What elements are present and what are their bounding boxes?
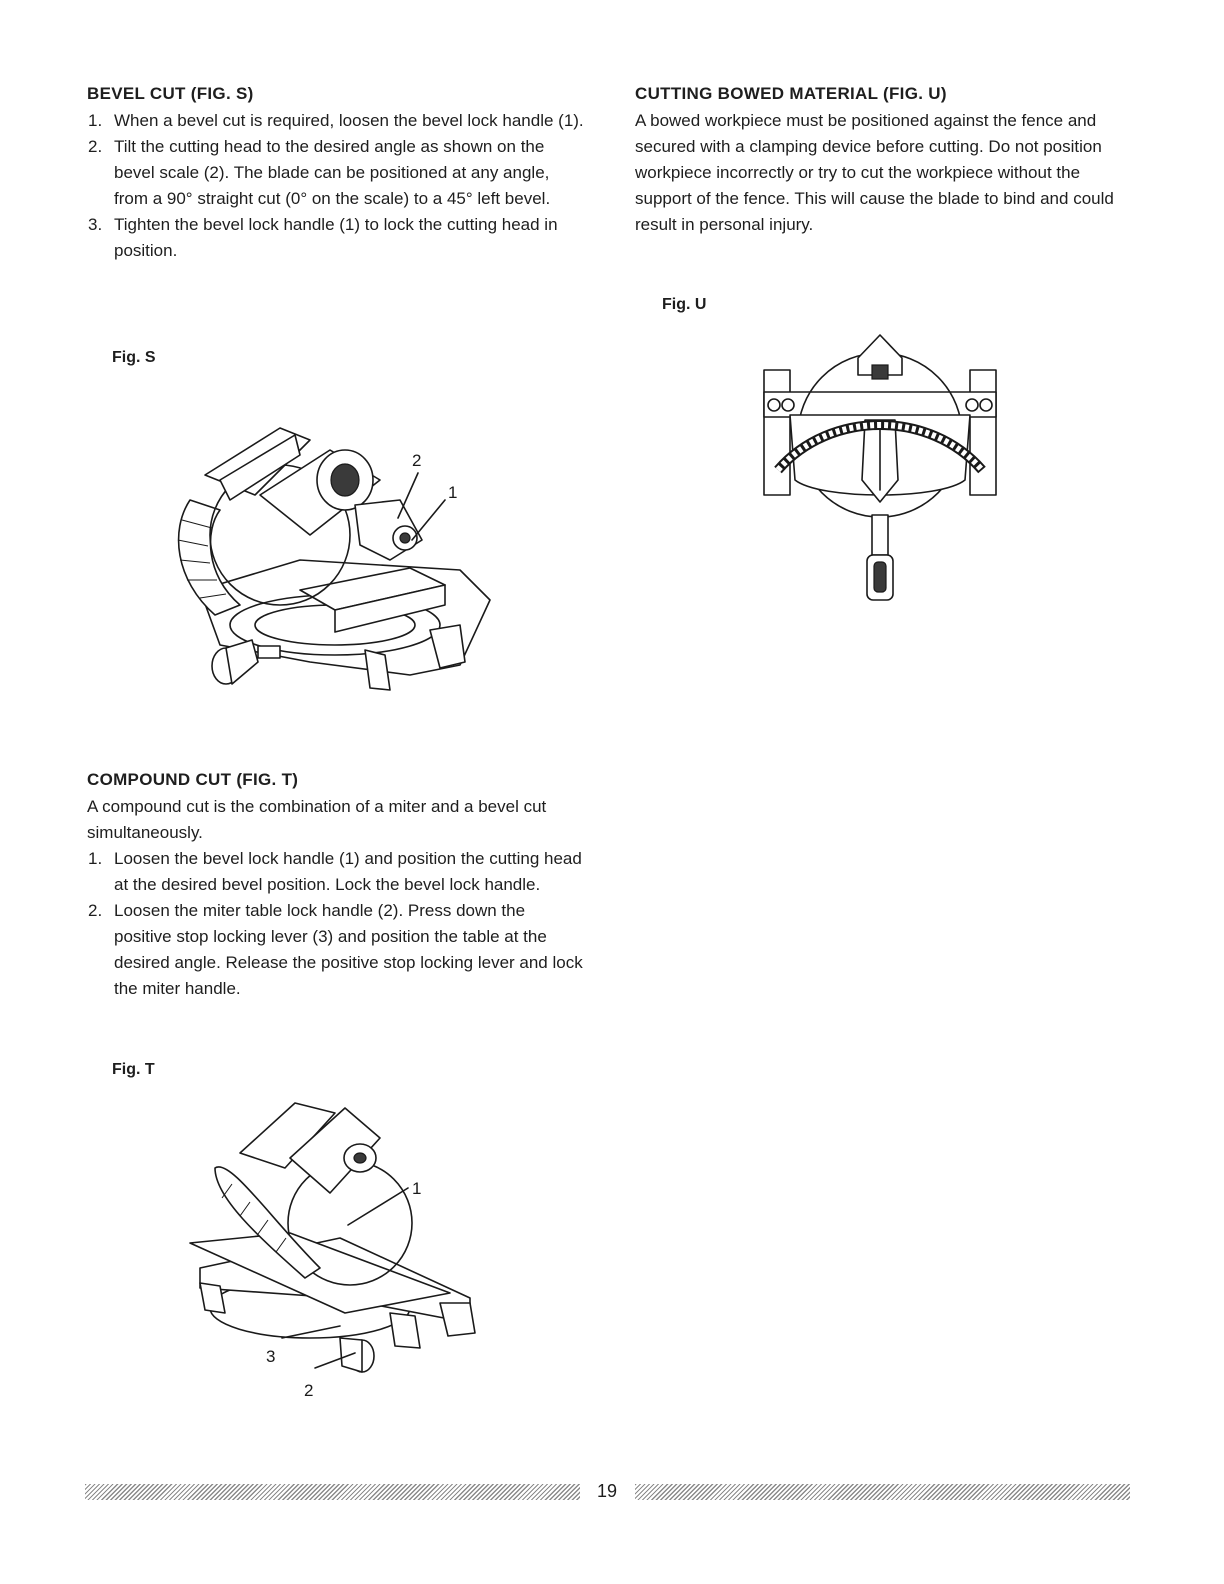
- fig-t-label: Fig. T: [112, 1061, 155, 1078]
- bowed-material-body: A bowed workpiece must be positioned against the fence and secured with a clamping device before cutting. Do not position workpiece incorrectly or try to cut the workpiece without the support of the fence. This will cause the blade to bind and could result in personal injury.: [635, 111, 1114, 234]
- list-item: 2. Loosen the miter table lock handle (2). Press down the positive stop locking lever (3) and position the table at the desired angle. Release the positive stop locking lever and lock the miter handle.: [88, 901, 583, 998]
- fig-t-illustration: [170, 1098, 510, 1408]
- compound-cut-section: [87, 770, 587, 1002]
- compound-cut-intro: A compound cut is the combination of a miter and a bevel cut simultaneously.: [87, 797, 547, 842]
- bevel-cut-heading: BEVEL CUT (FIG. S): [87, 84, 254, 103]
- list-item: 2. Tilt the cutting head to the desired angle as shown on the bevel scale (2). The blade can be positioned at any angle, from a 90° straight cut (0° on the scale) to a 45° left bevel.: [88, 137, 551, 208]
- list-item: 1. When a bevel cut is required, loosen the bevel lock handle (1).: [88, 111, 584, 130]
- footer-rule-left: [85, 1484, 580, 1500]
- page-number: 19: [596, 1481, 618, 1501]
- compound-cut-steps: [87, 846, 587, 1002]
- callout-3: 3: [266, 1347, 276, 1366]
- bevel-cut-section: [87, 84, 587, 264]
- callout-2: 2: [412, 451, 422, 470]
- callout-1: 1: [412, 1179, 422, 1198]
- bevel-cut-steps: [87, 108, 587, 264]
- fig-u-label: Fig. U: [662, 296, 707, 313]
- compound-cut-heading: COMPOUND CUT (FIG. T): [87, 770, 299, 789]
- fig-u-illustration: [760, 330, 1000, 610]
- footer-rule-right: [635, 1484, 1130, 1500]
- callout-1: 1: [448, 483, 458, 502]
- bowed-material-heading: CUTTING BOWED MATERIAL (FIG. U): [635, 84, 947, 103]
- bowed-material-section: [635, 84, 1135, 238]
- fig-s-illustration: [160, 400, 510, 710]
- callout-2: 2: [304, 1381, 314, 1400]
- page-footer: [0, 1478, 1224, 1508]
- list-item: 1. Loosen the bevel lock handle (1) and position the cutting head at the desired bevel position. Lock the bevel lock handle.: [88, 849, 582, 894]
- list-item: 3. Tighten the bevel lock handle (1) to lock the cutting head in position.: [88, 215, 558, 260]
- fig-s-label: Fig. S: [112, 349, 156, 366]
